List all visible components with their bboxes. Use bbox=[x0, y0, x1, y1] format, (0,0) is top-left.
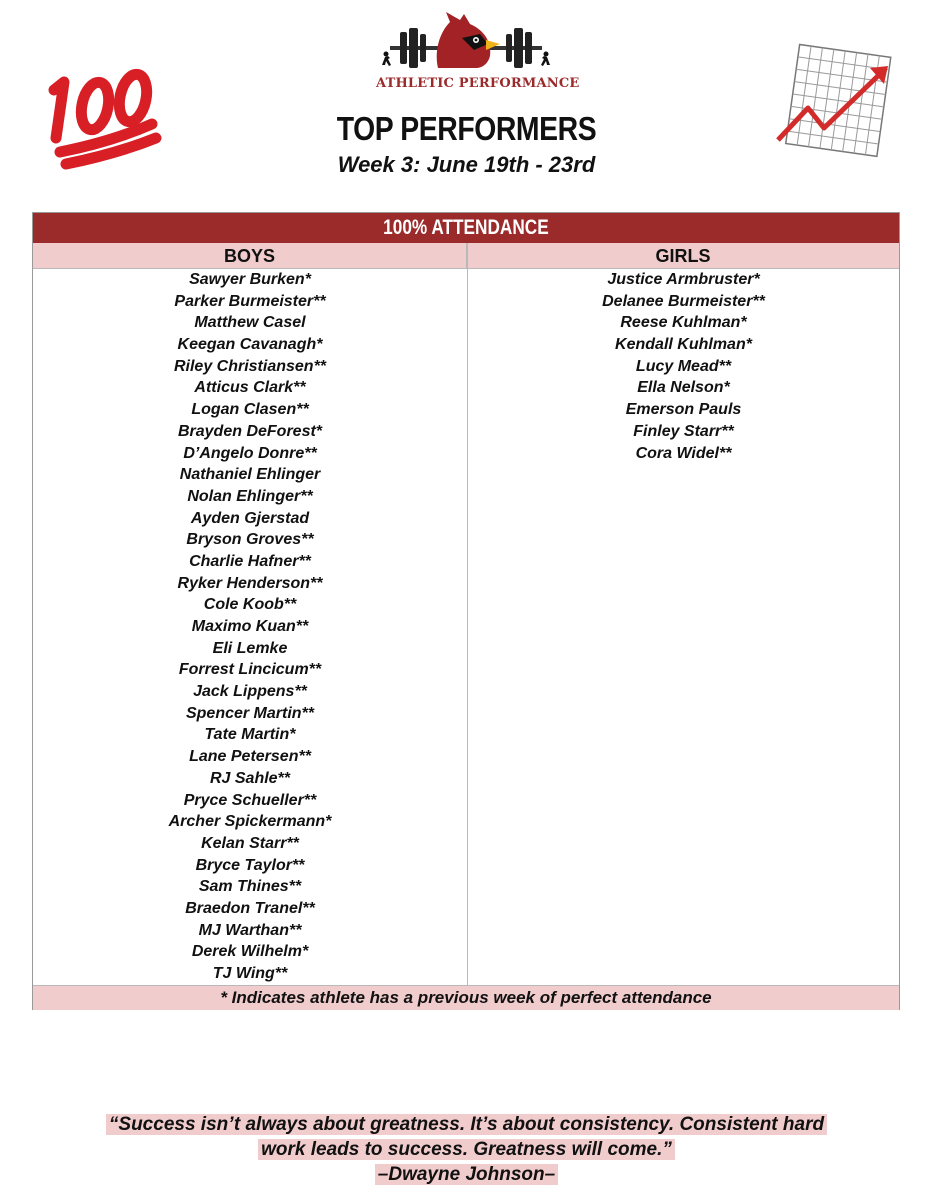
logo-text: ATHLETIC PERFORMANCE bbox=[376, 76, 580, 91]
athlete-name: Lucy Mead** bbox=[635, 357, 732, 375]
quote-block bbox=[50, 1112, 883, 1187]
athlete-name: Lane Petersen** bbox=[189, 748, 311, 766]
page-subtitle: Week 3: June 19th - 23rd bbox=[337, 152, 596, 177]
athlete-name: Derek Wilhelm* bbox=[191, 943, 309, 961]
athlete-name: Spencer Martin** bbox=[185, 704, 315, 722]
athlete-name: Cole Koob** bbox=[203, 596, 297, 614]
athlete-name: MJ Warthan** bbox=[198, 921, 302, 939]
quote-line-2: work leads to success. Greatness will come.” bbox=[258, 1139, 675, 1160]
table-header-label: 100% ATTENDANCE bbox=[383, 216, 549, 239]
athlete-name: Delanee Burmeister** bbox=[602, 292, 765, 310]
athlete-name: Keegan Cavanagh* bbox=[177, 336, 323, 354]
boys-column-header: BOYS bbox=[33, 243, 467, 269]
athlete-name: Matthew Casel bbox=[194, 314, 306, 332]
cardinal-barbell-logo-icon bbox=[376, 10, 556, 76]
athlete-name: Nathaniel Ehlinger bbox=[179, 466, 321, 484]
athlete-name: Finley Starr** bbox=[633, 422, 734, 440]
athlete-name: Tate Martin* bbox=[204, 726, 296, 744]
girls-list bbox=[468, 269, 899, 464]
athlete-name: Pryce Schueller** bbox=[183, 791, 317, 809]
athlete-name: Maximo Kuan** bbox=[191, 618, 309, 635]
girls-column-header: GIRLS bbox=[467, 243, 899, 269]
table-header bbox=[33, 213, 899, 243]
quote-author: –Dwayne Johnson– bbox=[375, 1164, 558, 1185]
athlete-name: Ayden Gjerstad bbox=[190, 509, 310, 527]
athlete-name: TJ Wing** bbox=[212, 965, 288, 982]
page-title: TOP PERFORMERS bbox=[336, 110, 597, 147]
athlete-name: Logan Clasen** bbox=[191, 401, 309, 419]
athlete-name: Sam Thines** bbox=[198, 878, 302, 896]
attendance-footnote: * Indicates athlete has a previous week of perfect attendance bbox=[33, 985, 899, 1010]
athlete-name: Kelan Starr** bbox=[201, 834, 299, 852]
athlete-name: Atticus Clark** bbox=[194, 379, 306, 397]
athlete-name: Brayden DeForest* bbox=[177, 422, 323, 440]
athlete-name: Ella Nelson* bbox=[637, 379, 730, 397]
athlete-name: Sawyer Burken* bbox=[189, 271, 311, 288]
athlete-name: RJ Sahle** bbox=[209, 769, 291, 787]
athlete-name: Eli Lemke bbox=[212, 639, 288, 657]
athlete-name: Justice Armbruster* bbox=[607, 271, 760, 288]
athlete-name: Cora Widel** bbox=[635, 444, 732, 462]
athlete-name: Bryson Groves** bbox=[186, 531, 314, 549]
athletic-performance-logo bbox=[376, 10, 580, 98]
athlete-name: D’Angelo Donre** bbox=[183, 444, 317, 462]
athlete-name: Braedon Tranel** bbox=[185, 899, 315, 917]
attendance-table bbox=[32, 212, 900, 1010]
athlete-name: Kendall Kuhlman* bbox=[615, 336, 752, 354]
athlete-name: Archer Spickermann* bbox=[168, 813, 332, 831]
boys-list bbox=[33, 269, 467, 985]
athlete-name: Forrest Lincicum** bbox=[178, 661, 322, 679]
athlete-name: Bryce Taylor** bbox=[195, 856, 305, 874]
athlete-name: Charlie Hafner** bbox=[189, 552, 311, 570]
athlete-name: Reese Kuhlman* bbox=[620, 314, 747, 332]
athlete-name: Riley Christiansen** bbox=[173, 357, 327, 375]
athlete-name: Jack Lippens** bbox=[193, 683, 307, 701]
athlete-name: Nolan Ehlinger** bbox=[187, 487, 313, 505]
athlete-name: Ryker Henderson** bbox=[177, 574, 323, 592]
quote-line-1: “Success isn’t always about greatness. It’s about consistency. Consistent hard bbox=[106, 1114, 827, 1135]
athlete-name: Emerson Pauls bbox=[625, 401, 742, 419]
athlete-name: Parker Burmeister** bbox=[174, 292, 326, 310]
